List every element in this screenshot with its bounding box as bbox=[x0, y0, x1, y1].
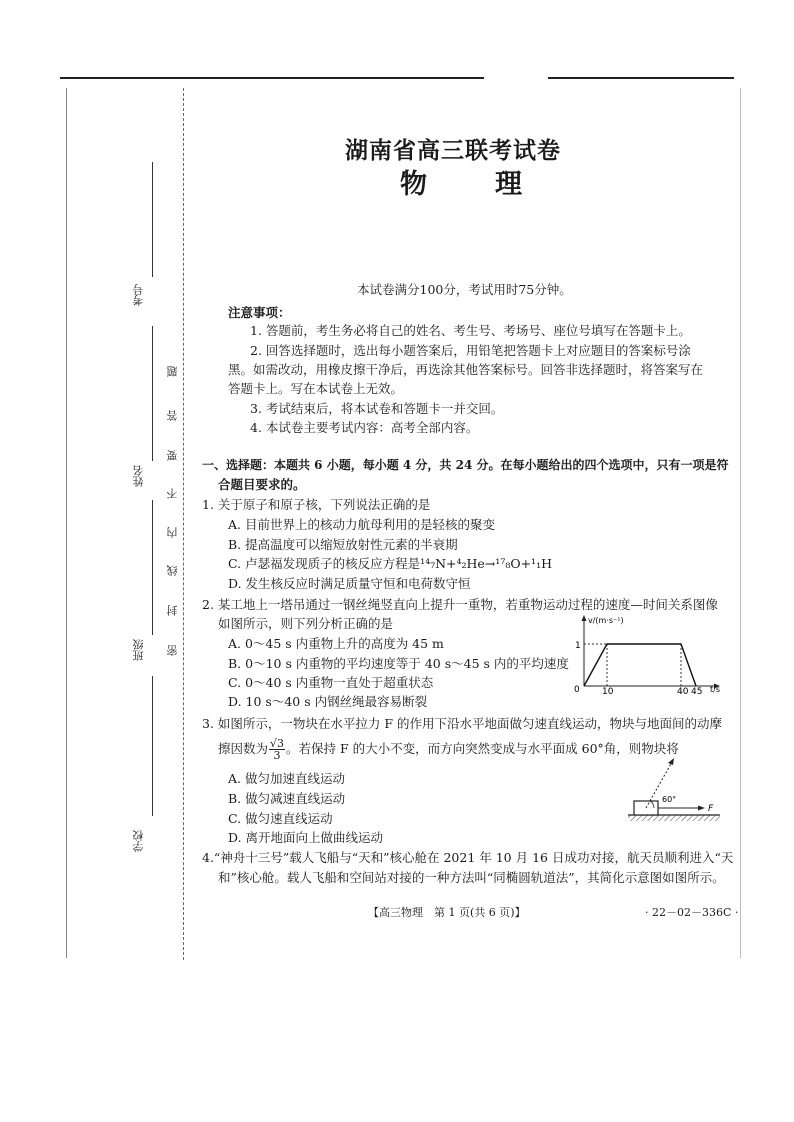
graph-x-tick: 40 bbox=[677, 687, 689, 696]
seal-char: 答 bbox=[166, 410, 179, 421]
top-rule-right bbox=[548, 77, 734, 79]
graph-ylabel: v/(m·s⁻¹) bbox=[588, 616, 624, 625]
page-right-edge bbox=[740, 88, 741, 958]
graph-y-arrow bbox=[582, 615, 587, 621]
q3-stem-cont: 擦因数为 $\frac{√3}{3}$ 。若保持 F 的大小不变，而方向突然变成与水平面成 60°角，则物块将 bbox=[218, 737, 679, 762]
force-new-arrowhead bbox=[668, 758, 674, 765]
q4-line-cont: 和”核心舱。载人飞船和空间站对接的一种方法叫“同椭圆轨道法”，其简化示意图如图所示。 bbox=[218, 870, 725, 885]
graph-xlabel: t/s bbox=[710, 685, 720, 694]
section-heading-cont: 合题目要求的。 bbox=[218, 477, 306, 492]
q4-line: 4.“神舟十三号”载人飞船与“天和”核心舱在 2021 年 10 月 16 日成功对接，航天员顺利进入“天 bbox=[202, 850, 734, 865]
notice-line: 2. 回答选择题时，选出每小题答案后，用铅笔把答题卡上对应题目的答案标号涂 bbox=[250, 343, 691, 358]
q1-option-c: C. 卢瑟福发现质子的核反应方程是¹⁴₇N+⁴₂He→¹⁷₈O+¹₁H bbox=[228, 556, 552, 571]
q2-vt-graph bbox=[570, 612, 730, 696]
graph-x-tick: 10 bbox=[602, 687, 614, 696]
notice-line: 3. 考试结束后，将本试卷和答题卡一并交回。 bbox=[250, 401, 504, 416]
seal-char: 内 bbox=[166, 527, 179, 538]
seal-char: 线 bbox=[166, 565, 179, 576]
q1-stem: 1. 关于原子和原子核，下列说法正确的是 bbox=[202, 497, 431, 512]
school-label: 学校 bbox=[132, 830, 145, 852]
q1-option-d: D. 发生核反应时满足质量守恒和电荷数守恒 bbox=[228, 576, 471, 591]
seal-char: 封 bbox=[166, 605, 179, 616]
q2-stem-cont: 如图所示，则下列分析正确的是 bbox=[218, 616, 394, 631]
page-footer: 【高三物理 第 1 页(共 6 页)】 bbox=[368, 906, 526, 919]
paper-code: · 22－02－336C · bbox=[645, 906, 739, 919]
q3-option-a: A. 做匀加速直线运动 bbox=[228, 771, 345, 786]
exam-number-label: 考号 bbox=[132, 284, 145, 306]
q2-option-a: A. 0～45 s 内重物上升的高度为 45 m bbox=[228, 636, 444, 651]
seal-char: 要 bbox=[166, 450, 179, 461]
exam-number-blank[interactable] bbox=[152, 162, 153, 277]
notice-line: 4. 本试卷主要考试内容：高考全部内容。 bbox=[250, 420, 479, 435]
q3-option-c: C. 做匀速直线运动 bbox=[228, 811, 333, 826]
q2-stem: 2. 某工地上一塔吊通过一钢丝绳竖直向上提升一重物，若重物运动过程的速度—时间关系图像 bbox=[202, 597, 718, 612]
notice-line: 黑。如需改动，用橡皮擦干净后，再选涂其他答案标号。回答非选择题时，将答案写在 bbox=[228, 362, 704, 377]
seal-char: 密 bbox=[166, 645, 179, 656]
subject-char: 物 bbox=[400, 169, 427, 200]
q1-option-b: B. 提高温度可以缩短放射性元素的半衰期 bbox=[228, 537, 458, 552]
force-label: F bbox=[708, 804, 714, 814]
name-blank[interactable] bbox=[152, 326, 153, 461]
graph-y-tick: 1 bbox=[575, 641, 581, 651]
binding-fold-line bbox=[183, 88, 184, 960]
name-label: 姓名 bbox=[132, 465, 145, 487]
notice-heading: 注意事项： bbox=[228, 305, 291, 320]
class-blank[interactable] bbox=[152, 500, 153, 635]
subject-title bbox=[400, 162, 522, 201]
q3-stem: 3. 如图所示，一物块在水平拉力 F 的作用下沿水平地面做匀速直线运动，物块与地面间的动摩 bbox=[202, 716, 723, 731]
angle-label: 60° bbox=[662, 795, 677, 804]
graph-velocity-line bbox=[584, 644, 696, 686]
force-arrowhead bbox=[698, 806, 705, 811]
mu-fraction: $\frac{√3}{3}$ bbox=[270, 737, 285, 762]
top-rule-left bbox=[60, 77, 484, 79]
score-line: 本试卷满分100分，考试用时75分钟。 bbox=[357, 282, 572, 297]
q3-block-figure bbox=[620, 752, 725, 822]
ground bbox=[628, 815, 720, 821]
class-label: 班级 bbox=[132, 639, 145, 661]
seal-char: 题 bbox=[166, 366, 179, 377]
q2-option-b: B. 0～10 s 内重物的平均速度等于 40 s～45 s 内的平均速度 bbox=[228, 656, 569, 671]
notice-line: 1. 答题前，考生务必将自己的姓名、考生号、考场号、座位号填写在答题卡上。 bbox=[250, 323, 691, 338]
q1-option-a: A. 目前世界上的核动力航母利用的是轻核的聚变 bbox=[228, 517, 495, 532]
school-blank[interactable] bbox=[152, 676, 153, 816]
q3-option-b: B. 做匀减速直线运动 bbox=[228, 791, 346, 806]
subject-char: 理 bbox=[495, 169, 522, 200]
exam-title: 湖南省高三联考试卷 bbox=[345, 137, 561, 164]
section-heading: 一、选择题：本题共 6 小题，每小题 4 分，共 24 分。在每小题给出的四个选项中，只有一项是符 bbox=[202, 458, 729, 472]
graph-x-tick: 45 bbox=[691, 687, 703, 696]
notice-line: 答题卡上。写在本试卷上无效。 bbox=[228, 381, 404, 396]
page-left-edge bbox=[66, 88, 67, 958]
seal-char: 不 bbox=[166, 488, 179, 499]
q3-option-d: D. 离开地面向上做曲线运动 bbox=[228, 830, 384, 845]
q2-option-c: C. 0～40 s 内重物一直处于超重状态 bbox=[228, 675, 434, 690]
graph-origin: 0 bbox=[574, 685, 580, 695]
q2-option-d: D. 10 s～40 s 内钢丝绳最容易断裂 bbox=[228, 694, 428, 709]
